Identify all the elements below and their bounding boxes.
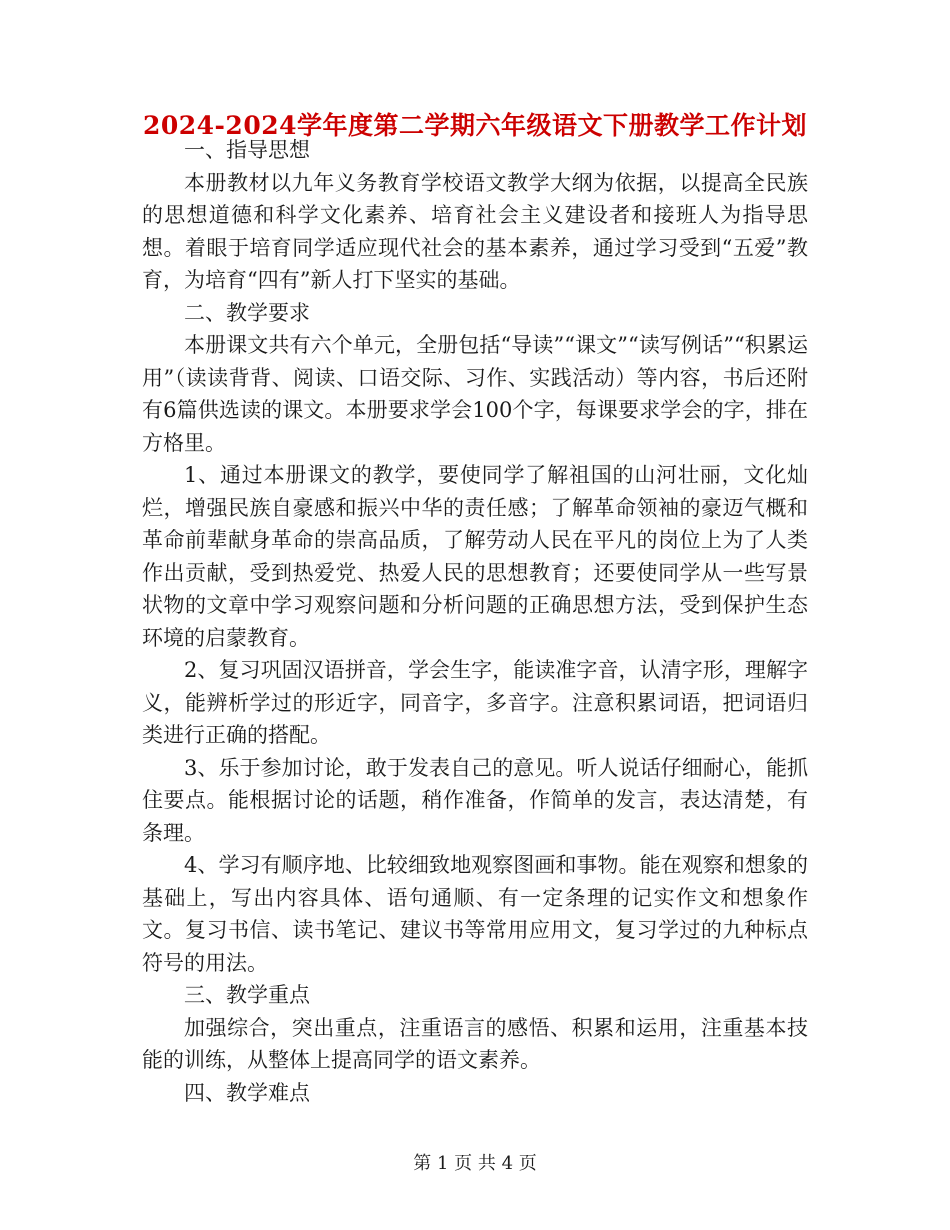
page-number-footer: 第 1 页 共 4 页 xyxy=(413,1153,537,1174)
paragraph-teaching-requirements: 本册课文共有六个单元，全册包括“导读”“课文”“读写例话”“积累运用”（读读背背、阅读、口语交际、习作、实践活动）等内容，书后还附有6篇供选读的课文。本册要求学会100个字，每课要求学会的字，排在方格里。 xyxy=(142,333,808,455)
section-heading-guiding-ideology: 一、指导思想 xyxy=(184,138,310,162)
paragraph-guiding-ideology: 本册教材以九年义务教育学校语文教学大纲为依据，以提高全民族的思想道德和科学文化素养、培育社会主义建设者和接班人为指导思想。着眼于培育同学适应现代社会的基本素养，通过学习受到“五爱”教育，为培育“四有”新人打下坚实的基础。 xyxy=(142,170,808,292)
document-body xyxy=(142,134,808,1109)
paragraph-teaching-focus: 加强综合，突出重点，注重语言的感悟、积累和运用，注重基本技能的训练，从整体上提高同学的语文素养。 xyxy=(142,1015,808,1072)
section-heading-teaching-focus: 三、教学重点 xyxy=(184,983,310,1007)
section-heading-teaching-difficulty: 四、教学难点 xyxy=(184,1080,310,1105)
requirement-item-1: 1、通过本册课文的教学，要使同学了解祖国的山河壮丽，文化灿烂，增强民族自豪感和振兴中华的责任感；了解革命领袖的豪迈气概和革命前辈献身革命的崇高品质，了解劳动人民在平凡的岗位上为了人类作出贡献，受到热爱党、热爱人民的思想教育；还要使同学从一些写景状物的文章中学习观察问题和分析问题的正确思想方法，受到保护生态环境的启蒙教育。 xyxy=(142,463,808,650)
document-title: 2024-2024学年度第二学期六年级语文下册教学工作计划 xyxy=(142,111,808,140)
requirement-item-2: 2、复习巩固汉语拼音，学会生字，能读准字音，认清字形，理解字义，能辨析学过的形近字，同音字，多音字。注意积累词语，把词语归类进行正确的搭配。 xyxy=(142,658,808,747)
requirement-item-4: 4、学习有顺序地、比较细致地观察图画和事物。能在观察和想象的基础上，写出内容具体、语句通顺、有一定条理的记实作文和想象作文。复习书信、读书笔记、建议书等常用应用文，复习学过的九种标点符号的用法。 xyxy=(142,853,808,975)
section-heading-teaching-requirements: 二、教学要求 xyxy=(184,300,310,325)
requirement-item-3: 3、乐于参加讨论，敢于发表自己的意见。听人说话仔细耐心，能抓住要点。能根据讨论的话题，稍作准备，作简单的发言，表达清楚，有条理。 xyxy=(142,755,808,845)
